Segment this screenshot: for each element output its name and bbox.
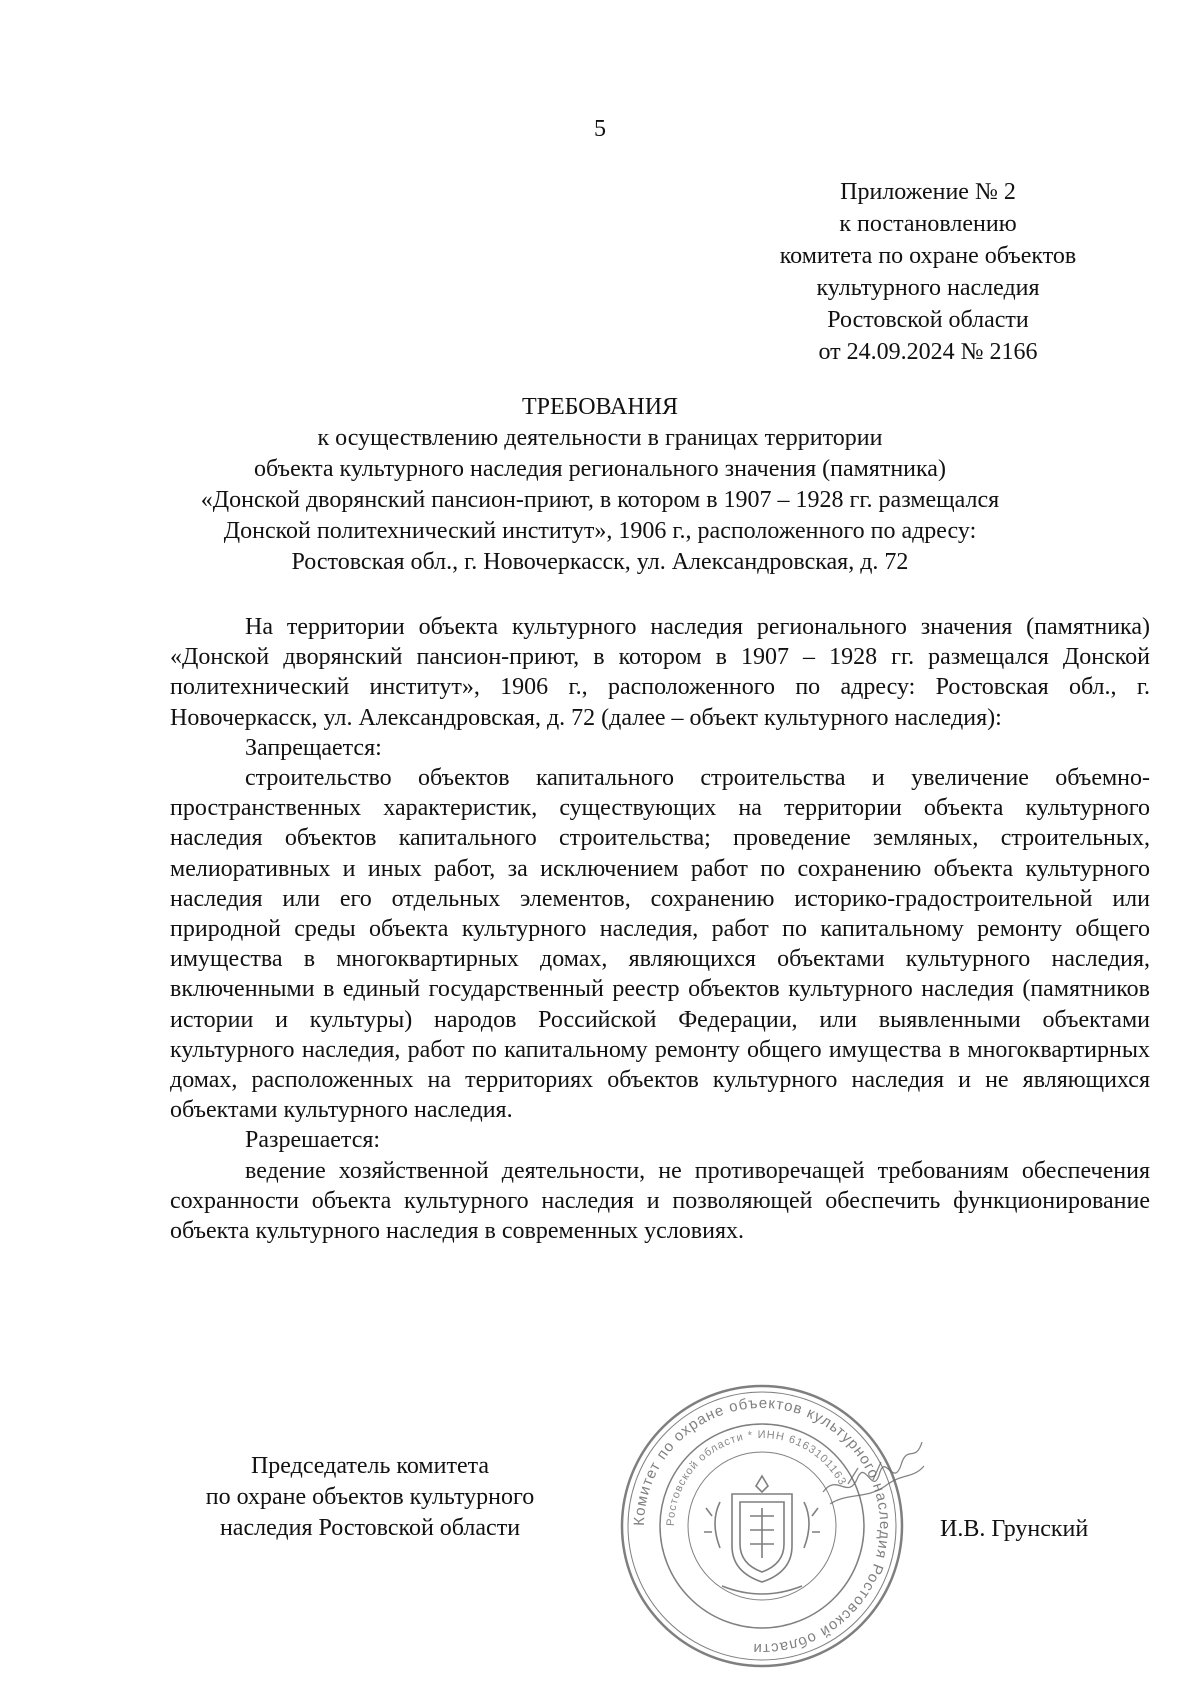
title-heading: ТРЕБОВАНИЯ — [521, 394, 679, 420]
appendix-reference — [748, 176, 1108, 368]
intro-paragraph: На территории объекта культурного наследия регионального значения (памятника) «Донской дворянский пансион-приют, в котором в 1907 – 1928 гг. размещался Донской политехнический институт», 1906 г., расположенного по адресу: Ростовская обл., г. Новочеркасск, ул. Александровская, д. 72 (далее – объект культурного наследия): — [170, 614, 1150, 731]
appendix-line: от 24.09.2024 № 2166 — [818, 339, 1038, 365]
appendix-line: комитета по охране объектов — [779, 243, 1077, 269]
appendix-line: к постановлению — [839, 211, 1017, 237]
appendix-line: Ростовской области — [827, 307, 1029, 333]
page-number: 5 — [594, 116, 606, 142]
title-line: объекта культурного наследия регионального значения (памятника) — [254, 456, 946, 482]
position-line: Председатель комитета — [250, 1453, 490, 1479]
allowed-label: Разрешается: — [245, 1127, 381, 1154]
position-line: по охране объектов культурного — [205, 1484, 535, 1510]
appendix-line: Приложение № 2 — [840, 179, 1016, 205]
seal-outer-text: Комитет по охране объектов культурного наследия Ростовской области — [630, 1394, 894, 1658]
signatory-name: И.В. Грунский — [940, 1516, 1089, 1542]
signatory-position — [150, 1451, 590, 1544]
allowed-paragraph: ведение хозяйственной деятельности, не противоречащей требованиям обеспечения сохранности объекта культурного наследия и позволяющей обеспечить функционирование объекта культурного наследия в современных условиях. — [170, 1157, 1150, 1245]
seal-inner-text: Ростовской области * ИНН 6163101163 — [664, 1428, 849, 1527]
prohibited-label: Запрещается: — [245, 734, 382, 761]
handwritten-signature — [818, 1432, 928, 1522]
title-line: Ростовская обл., г. Новочеркасск, ул. Александровская, д. 72 — [291, 549, 909, 575]
appendix-line: культурного наследия — [816, 275, 1040, 301]
document-title — [150, 392, 1050, 578]
prohibited-paragraph: строительство объектов капитального строительства и увеличение объемно-пространственных характеристик, существующих на территории объекта культурного наследия объектов капитального строительства; проведение земляных, строительных, мелиоративных и иных работ, за исключением работ по сохранению объекта культурного наследия или его отдельных элементов, сохранению историко-градостроительной или природной среды объекта культурного наследия, работ по капитальному ремонту общего имущества в многоквартирных домах, являющихся объектами культурного наследия, включенными в единый государственный реестр объектов культурного наследия (памятников истории и культуры) народов Российской Федерации, или выявленными объектами культурного наследия, работ по капитальному ремонту общего имущества в многоквартирных домах, расположенных на территориях объектов культурного наследия и не являющихся объектами культурного наследия. — [170, 765, 1150, 1124]
document-body — [170, 612, 1150, 1246]
coat-of-arms-icon — [704, 1476, 820, 1594]
position-line: наследия Ростовской области — [219, 1515, 521, 1541]
title-line: к осуществлению деятельности в границах территории — [317, 425, 883, 451]
title-line: Донской политехнический институт», 1906 г., расположенного по адресу: — [223, 518, 977, 544]
official-seal — [612, 1376, 912, 1676]
title-line: «Донской дворянский пансион-приют, в котором в 1907 – 1928 гг. размещался — [200, 487, 1000, 513]
